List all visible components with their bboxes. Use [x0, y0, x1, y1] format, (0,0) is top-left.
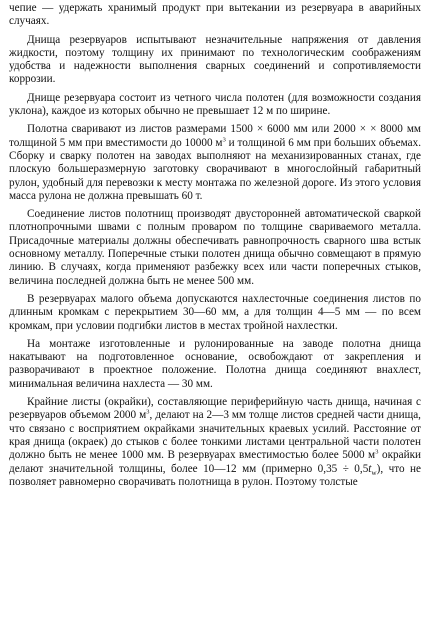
paragraph-text: На монтаже изготовленные и рулонированные на заводе полотна днища накатывают на подготовленное основание, освобождают от закрепления и разворачивают в проектное положение. Полотна днища соединяют внахлест, минимальная величина нахлеста — 30 мм. — [9, 337, 421, 390]
paragraph-text: Днища резервуаров испытывают незначительные напряжения от давления жидкости, поэтому толщину их принимают по технологическим соображениям удобства и надежности выполнения сварных соединений и сопротивляемости коррозии. — [9, 33, 421, 86]
paragraph-bottom-composition — [9, 92, 421, 119]
paragraph-installation — [9, 338, 421, 391]
paragraph-edge-sheets — [9, 396, 421, 489]
superscript-cubed: 3 — [375, 448, 379, 456]
formula-variable-t: t — [368, 462, 372, 475]
paragraph-lap-joints — [9, 293, 421, 333]
paragraph-text: окрайки делают значительной толщины, более 10—12 мм (примерно 0,35 ÷ 0,5 — [9, 449, 421, 475]
formula-subscript-w: w — [371, 468, 377, 477]
paragraph-text: , делают на 2—3 мм толще листов средней части днища, что связано с восприятием окрайками значительных краевых усилий. Расстояние от края днища (окраек) до стыков с более тонкими листами центральной части полотен должно быть не менее 1000 мм. В резервуарах вместимостью более 5000 м — [9, 409, 421, 462]
paragraph-text: Крайние листы (окрайки), составляющие периферийную часть днища, начиная с резервуаров объемом 2000 м — [9, 396, 421, 422]
paragraph-text: ), что не позволяет равномерно сворачивать полотнища в рулон. Поэтому толстые — [9, 462, 421, 488]
paragraph-text: Днище резервуара состоит из четного числа полотен (для возможности создания уклона), каждое из которых обычно не превышает 12 м по ширине. — [9, 91, 421, 118]
paragraph-text: В резервуарах малого объема допускаются нахлесточные соединения листов по длинным кромкам с перекрытием 30—60 мм, а для толщин 4—5 мм — по всем кромкам, при условии подгибки листов в местах тройной нахлестки. — [9, 292, 421, 332]
paragraph-bottom-stress — [9, 34, 421, 87]
superscript-cubed: 3 — [222, 135, 226, 143]
paragraph-text: Соединение листов полотнищ производят двусторонней автоматической сваркой плотнопрочными швами с полным проваром по толщине свариваемого металла. Присадочные материалы должны обеспечивать равнопрочность сварного шва встык основному металлу. Поперечные стыки полотен днища обычно совмещают в прямую линию. В случаях, когда применяют разбежку всех или части поперечных стыков, величина последней должна быть не менее 500 мм. — [9, 208, 421, 287]
paragraph-sheet-welding — [9, 123, 421, 203]
paragraph-text: чепие — удержать хранимый продукт при вытекании из резервуара в аварийных случаях. — [9, 2, 421, 28]
superscript-cubed: 3 — [146, 408, 150, 416]
paragraph-text: Полотна сваривают из листов размерами 1500 × 6000 мм или 2000 × × 8000 мм толщиной 5 мм при вместимости до 10000 м — [9, 123, 421, 149]
paragraph-continuation — [9, 2, 421, 29]
paragraph-text: и толщиной 6 мм при больших объемах. Сборку и сварку полотен на заводах выполняют на механизированных станах, где плоскую большеразмерную заготовку сворачивают в многослойный габаритный рулон, удобный для перевозки к месту монтажа по железной дороге. Из этого условия масса рулона не должна превышать 60 т. — [9, 136, 421, 202]
paragraph-sheet-joining — [9, 208, 421, 288]
